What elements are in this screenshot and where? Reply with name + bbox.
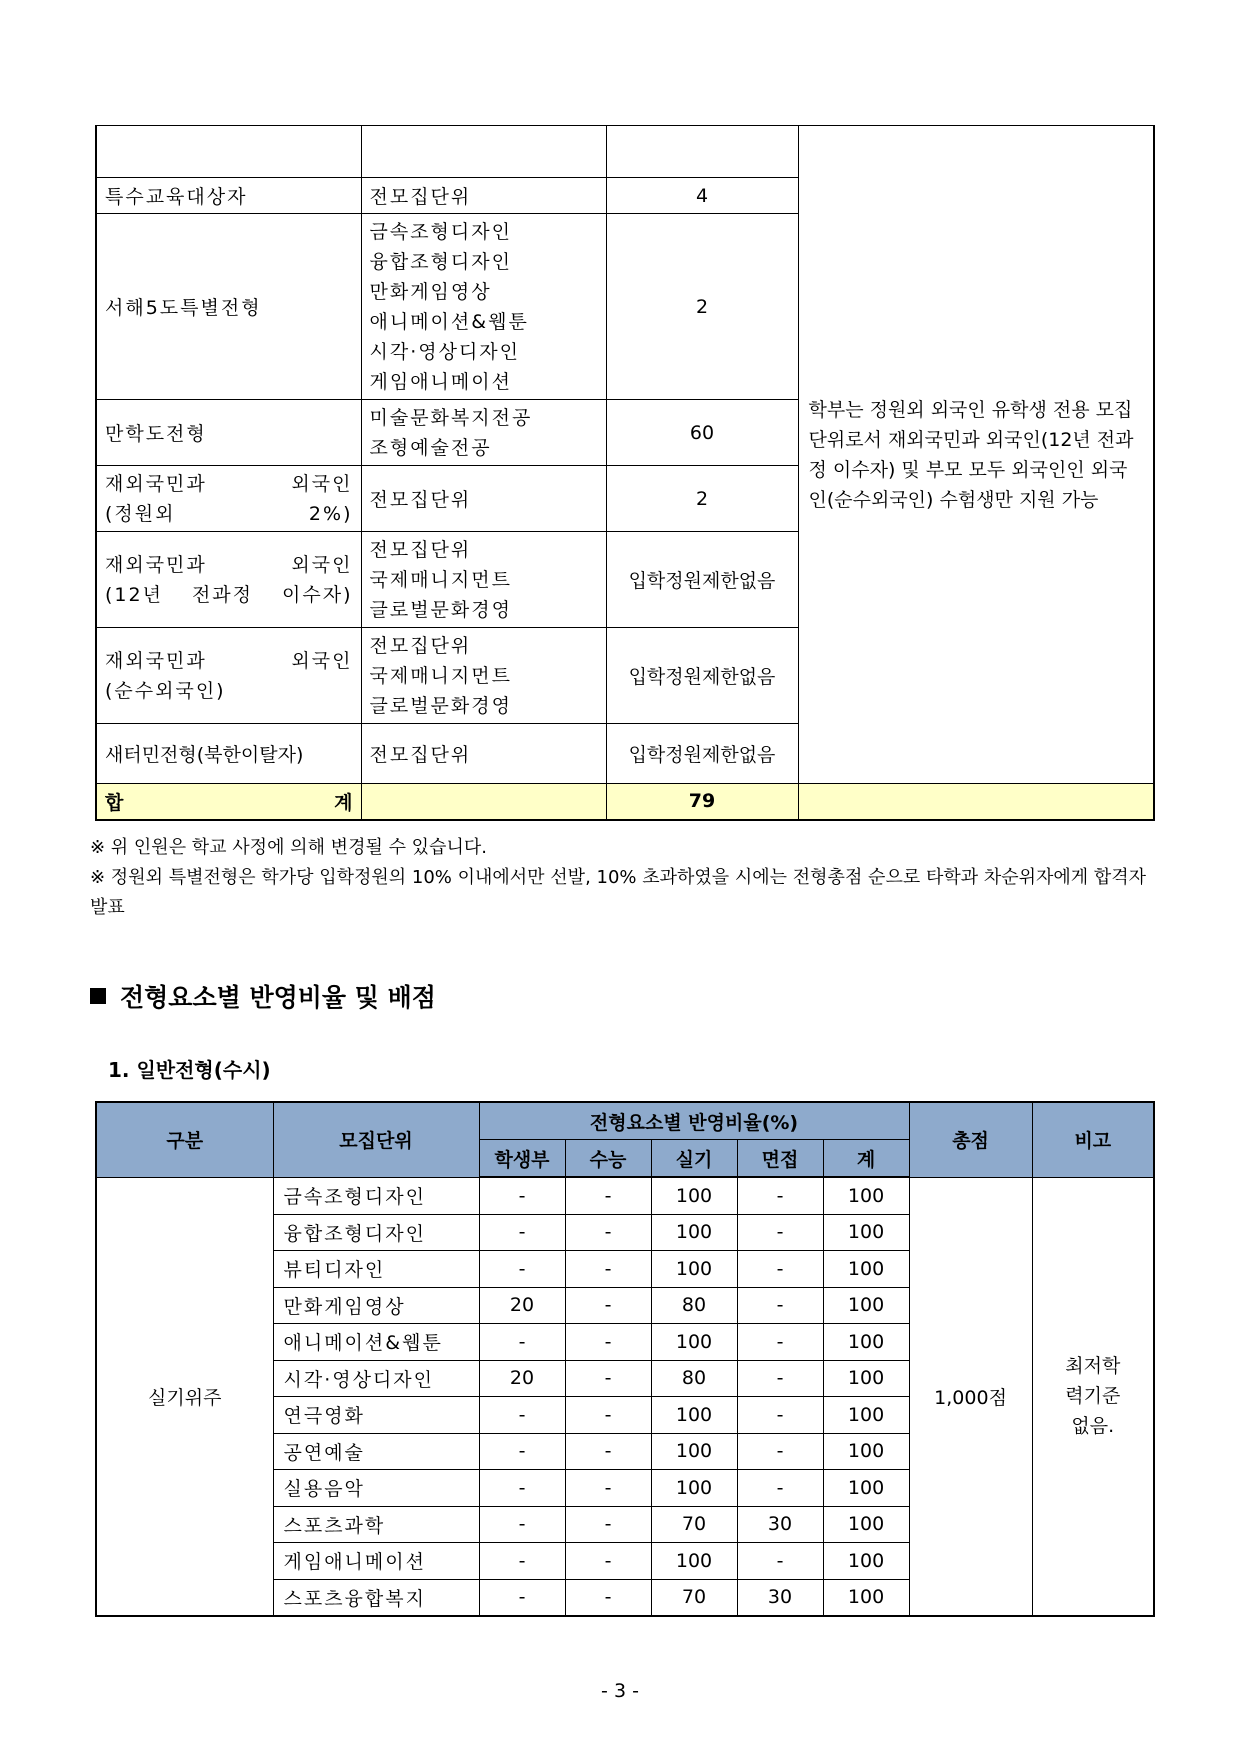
- remark-cell: [798, 126, 1154, 784]
- category-cell: 실기위주: [96, 1177, 273, 1616]
- total-count: 79: [606, 784, 798, 820]
- empty-cell: [96, 126, 361, 178]
- header-sum: 계: [823, 1140, 909, 1178]
- header-practical: 실기: [651, 1140, 737, 1178]
- sum-ratio: 100: [823, 1397, 909, 1434]
- recruit-unit: [273, 1360, 479, 1397]
- header-interview: 면접: [737, 1140, 823, 1178]
- recruit-unit: [273, 1579, 479, 1616]
- admission-type: 재외국민과 외국인: [105, 649, 353, 672]
- header-row: [96, 1102, 1154, 1140]
- interview-ratio: -: [737, 1177, 823, 1214]
- csat-ratio: -: [565, 1470, 651, 1507]
- practical-ratio: 100: [651, 1470, 737, 1507]
- total-row: [96, 784, 1154, 820]
- empty-cell: [606, 126, 798, 178]
- recruit-unit: [273, 1287, 479, 1324]
- practical-ratio: 100: [651, 1324, 737, 1361]
- sum-ratio: 100: [823, 1506, 909, 1543]
- student-ratio: -: [479, 1214, 565, 1251]
- sum-ratio: 100: [823, 1470, 909, 1507]
- interview-ratio: -: [737, 1543, 823, 1580]
- empty-cell: [361, 784, 606, 820]
- recruit-unit: 조형예술전공: [369, 436, 492, 459]
- admission-type: 만학도전형: [105, 423, 207, 445]
- student-ratio: -: [479, 1506, 565, 1543]
- student-ratio: -: [479, 1177, 565, 1214]
- empty-cell: [361, 126, 606, 178]
- table-row: [96, 126, 1154, 178]
- quota-count: 입학정원제한없음: [606, 628, 798, 724]
- recruit-unit-label: 스포츠과학: [283, 1514, 386, 1537]
- interview-ratio: -: [737, 1324, 823, 1361]
- recruit-unit: 글로벌문화경영: [369, 598, 512, 621]
- notes: [90, 833, 1150, 923]
- practical-ratio: 100: [651, 1397, 737, 1434]
- sum-ratio: 100: [823, 1251, 909, 1288]
- recruit-unit: [273, 1214, 479, 1251]
- recruit-unit: 금속조형디자인: [369, 220, 512, 243]
- recruit-unit: 전모집단위: [369, 538, 472, 561]
- recruit-unit: [273, 1433, 479, 1470]
- page-number: - 3 -: [601, 1680, 639, 1702]
- csat-ratio: -: [565, 1397, 651, 1434]
- quota-count: 2: [606, 466, 798, 532]
- recruit-unit: 국제매니지먼트: [369, 568, 512, 591]
- note-text: ※ 정원외 특별전형은 학가당 입학정원의 10% 이내에서만 선발, 10% 초과하였을 시에는 전형총점 순으로 타학과 차순위자에게 합격자 발표: [90, 867, 1147, 918]
- recruit-unit: 만화게임영상: [369, 280, 492, 303]
- recruit-unit-label: 시각·영상디자인: [283, 1368, 435, 1391]
- header-student-record: 학생부: [479, 1140, 565, 1178]
- admission-type: 재외국민과 외국인: [105, 553, 353, 576]
- interview-ratio: -: [737, 1251, 823, 1288]
- interview-ratio: 30: [737, 1579, 823, 1616]
- csat-ratio: -: [565, 1251, 651, 1288]
- admission-type-detail: (순수외국인): [105, 679, 226, 702]
- recruit-unit: 전모집단위: [369, 744, 472, 766]
- interview-ratio: -: [737, 1214, 823, 1251]
- recruit-unit: 애니메이션&웹툰: [369, 310, 529, 333]
- practical-ratio: 80: [651, 1360, 737, 1397]
- quota-count: 2: [606, 214, 798, 400]
- total-label: 계: [334, 791, 353, 814]
- interview-ratio: 30: [737, 1506, 823, 1543]
- csat-ratio: -: [565, 1543, 651, 1580]
- practical-ratio: 80: [651, 1287, 737, 1324]
- quota-count: 4: [606, 178, 798, 214]
- sum-ratio: 100: [823, 1324, 909, 1361]
- sum-ratio: 100: [823, 1579, 909, 1616]
- table-row: [96, 1177, 1154, 1214]
- quota-count: 입학정원제한없음: [606, 532, 798, 628]
- recruit-unit: 시각·영상디자인: [369, 340, 521, 363]
- practical-ratio: 100: [651, 1543, 737, 1580]
- recruit-unit: 게임애니메이션: [369, 370, 512, 393]
- csat-ratio: -: [565, 1579, 651, 1616]
- recruit-unit: 전모집단위: [369, 634, 472, 657]
- subsection-title: 1. 일반전형(수시): [108, 1058, 271, 1082]
- note-text: ※ 위 인원은 학교 사정에 의해 변경될 수 있습니다.: [90, 837, 487, 858]
- recruit-unit: 전모집단위: [369, 186, 472, 208]
- admission-type: 특수교육대상자: [105, 186, 248, 208]
- recruit-unit: [273, 1324, 479, 1361]
- csat-ratio: -: [565, 1177, 651, 1214]
- ratio-score-table: [95, 1101, 1155, 1617]
- interview-ratio: -: [737, 1287, 823, 1324]
- recruit-unit-label: 스포츠융합복지: [283, 1587, 426, 1610]
- recruit-unit: [273, 1177, 479, 1214]
- practical-ratio: 100: [651, 1214, 737, 1251]
- section-heading: [90, 978, 436, 1014]
- recruit-unit-label: 뷰티디자인: [283, 1259, 386, 1282]
- practical-ratio: 70: [651, 1506, 737, 1543]
- recruit-unit: [273, 1397, 479, 1434]
- square-bullet-icon: [90, 988, 106, 1004]
- sum-ratio: 100: [823, 1177, 909, 1214]
- quota-count: 입학정원제한없음: [606, 724, 798, 784]
- sum-ratio: 100: [823, 1214, 909, 1251]
- student-ratio: 20: [479, 1360, 565, 1397]
- admission-type: 새터민전형(북한이탈자): [105, 744, 304, 766]
- csat-ratio: -: [565, 1506, 651, 1543]
- recruit-unit-label: 연극영화: [283, 1405, 365, 1428]
- student-ratio: -: [479, 1433, 565, 1470]
- student-ratio: -: [479, 1579, 565, 1616]
- recruit-unit-label: 융합조형디자인: [283, 1222, 426, 1245]
- csat-ratio: -: [565, 1433, 651, 1470]
- sum-ratio: 100: [823, 1287, 909, 1324]
- student-ratio: 20: [479, 1287, 565, 1324]
- practical-ratio: 100: [651, 1177, 737, 1214]
- header-remark: 비고: [1032, 1102, 1154, 1177]
- admission-quota-table: [95, 125, 1155, 821]
- total-label: 합: [105, 791, 124, 814]
- total-score-cell: 1,000점: [909, 1177, 1032, 1616]
- recruit-unit: [273, 1543, 479, 1580]
- csat-ratio: -: [565, 1287, 651, 1324]
- section-title: 전형요소별 반영비율 및 배점: [120, 983, 436, 1012]
- remark-text: 학부는 정원외 외국인 유학생 전용 모집단위로서 재외국민과 외국인(12년 전과정 이수자) 및 부모 모두 외국인인 외국인(순수외국인) 수험생만 지원 가능: [808, 398, 1134, 511]
- quota-count: 60: [606, 400, 798, 466]
- remark-cell: 최저학력기준 없음.: [1032, 1177, 1154, 1616]
- admission-type: 서해5도특별전형: [105, 297, 262, 319]
- admission-type-detail: (12년 전과정 이수자): [105, 583, 353, 606]
- interview-ratio: -: [737, 1360, 823, 1397]
- student-ratio: -: [479, 1397, 565, 1434]
- header-category: 구분: [96, 1102, 273, 1177]
- practical-ratio: 70: [651, 1579, 737, 1616]
- practical-ratio: 100: [651, 1251, 737, 1288]
- recruit-unit: [273, 1251, 479, 1288]
- recruit-unit: [273, 1506, 479, 1543]
- header-ratio-group: 전형요소별 반영비율(%): [479, 1102, 909, 1140]
- recruit-unit: 융합조형디자인: [369, 250, 512, 273]
- interview-ratio: -: [737, 1433, 823, 1470]
- recruit-unit-label: 공연예술: [283, 1441, 365, 1464]
- header-csat: 수능: [565, 1140, 651, 1178]
- student-ratio: -: [479, 1470, 565, 1507]
- csat-ratio: -: [565, 1324, 651, 1361]
- csat-ratio: -: [565, 1214, 651, 1251]
- sum-ratio: 100: [823, 1433, 909, 1470]
- recruit-unit-label: 실용음악: [283, 1478, 365, 1501]
- student-ratio: -: [479, 1324, 565, 1361]
- recruit-unit: 전모집단위: [369, 489, 472, 511]
- interview-ratio: -: [737, 1470, 823, 1507]
- recruit-unit-label: 애니메이션&웹툰: [283, 1332, 443, 1355]
- recruit-unit: 국제매니지먼트: [369, 664, 512, 687]
- student-ratio: -: [479, 1543, 565, 1580]
- interview-ratio: -: [737, 1397, 823, 1434]
- recruit-unit: 글로벌문화경영: [369, 694, 512, 717]
- recruit-unit-label: 금속조형디자인: [283, 1186, 426, 1208]
- admission-type-detail: (정원외 2%): [105, 502, 353, 525]
- header-total-score: 총점: [909, 1102, 1032, 1177]
- practical-ratio: 100: [651, 1433, 737, 1470]
- recruit-unit-label: 만화게임영상: [283, 1295, 406, 1318]
- csat-ratio: -: [565, 1360, 651, 1397]
- recruit-unit: 미술문화복지전공: [369, 406, 533, 429]
- sum-ratio: 100: [823, 1543, 909, 1580]
- recruit-unit-label: 게임애니메이션: [283, 1551, 426, 1574]
- empty-cell: [798, 784, 1154, 820]
- sum-ratio: 100: [823, 1360, 909, 1397]
- header-unit: 모집단위: [273, 1102, 479, 1177]
- admission-type: 재외국민과 외국인: [105, 472, 353, 495]
- student-ratio: -: [479, 1251, 565, 1288]
- recruit-unit: [273, 1470, 479, 1507]
